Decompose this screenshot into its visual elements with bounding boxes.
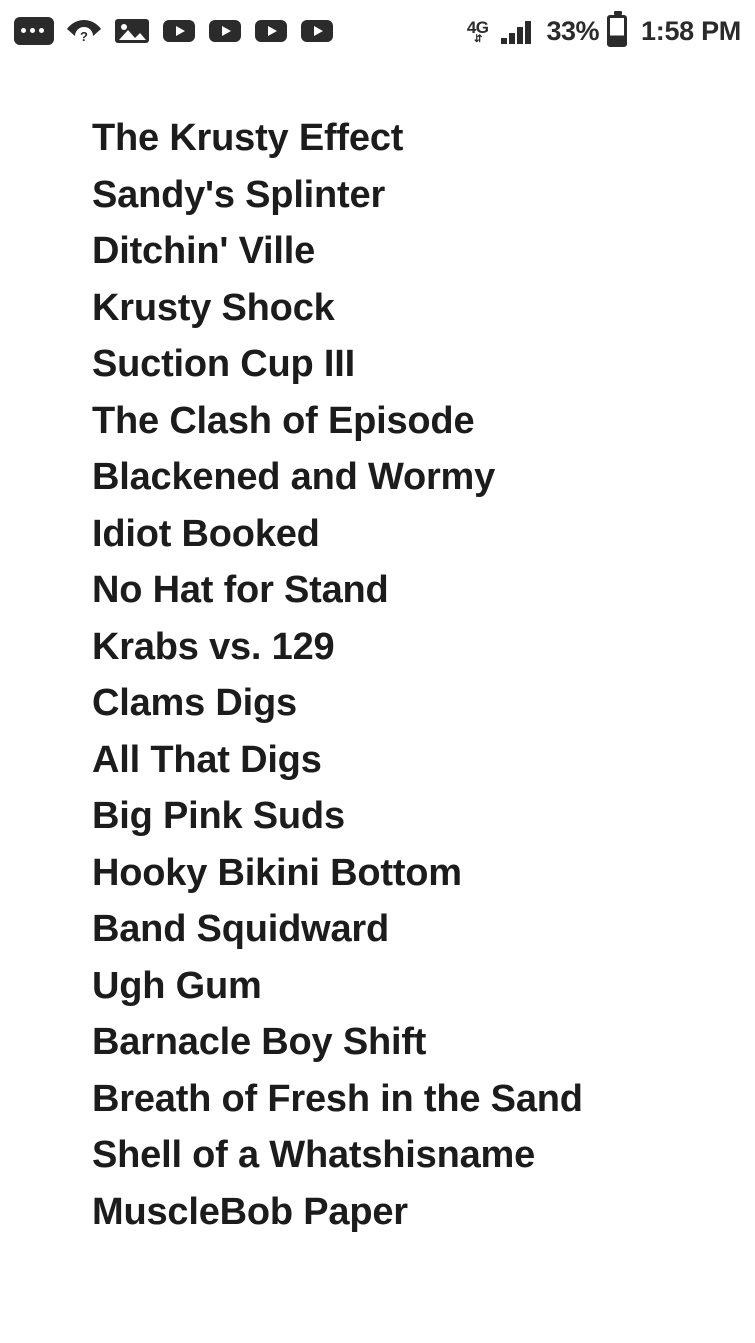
- list-item[interactable]: Sandy's Splinter: [92, 173, 386, 216]
- image-icon: [114, 16, 150, 46]
- youtube-icon-1: [162, 18, 196, 44]
- wifi-question-icon: [66, 16, 102, 46]
- signal-bars-icon: [499, 16, 539, 46]
- list-item[interactable]: Ugh Gum: [92, 964, 262, 1007]
- clock-label: 1:58 PM: [641, 15, 741, 46]
- network-type-label: 4G: [466, 17, 489, 37]
- list-item[interactable]: Band Squidward: [92, 908, 389, 950]
- youtube-icon-4: [300, 18, 334, 44]
- status-bar: [0, 0, 755, 62]
- status-bar-notifications: [14, 16, 467, 46]
- list-item[interactable]: Blackened and Wormy: [92, 456, 496, 498]
- svg-text:?: ?: [80, 29, 88, 44]
- list-item[interactable]: Hooky Bikini Bottom: [92, 851, 462, 894]
- list-item[interactable]: Clams Digs: [92, 682, 297, 724]
- list-item[interactable]: The Krusty Effect: [92, 117, 404, 159]
- list-item[interactable]: Big Pink Suds: [92, 795, 345, 837]
- list-item[interactable]: Shell of a Whatshisname: [92, 1134, 536, 1176]
- data-activity-arrows: ⇵: [473, 33, 482, 45]
- list-item[interactable]: The Clash of Episode: [92, 399, 475, 442]
- youtube-icon-3: [254, 18, 288, 44]
- list-item[interactable]: Krabs vs. 129: [92, 625, 335, 668]
- battery-icon: [607, 15, 627, 47]
- list-item[interactable]: No Hat for Stand: [92, 569, 389, 611]
- more-dots-icon: [14, 17, 54, 45]
- episode-list: [0, 62, 755, 1240]
- list-item[interactable]: All That Digs: [92, 738, 322, 781]
- youtube-icon-2: [208, 18, 242, 44]
- list-item[interactable]: Suction Cup III: [92, 343, 355, 385]
- list-item[interactable]: Breath of Fresh in the Sand: [92, 1077, 583, 1120]
- list-item[interactable]: MuscleBob Paper: [92, 1190, 408, 1233]
- list-item[interactable]: Barnacle Boy Shift: [92, 1021, 427, 1063]
- battery-percent-label: 33%: [546, 15, 600, 46]
- status-bar-system: [467, 15, 741, 47]
- network-type-indicator: [467, 19, 491, 44]
- list-item[interactable]: Ditchin' Ville: [92, 230, 316, 272]
- list-item[interactable]: Idiot Booked: [92, 512, 320, 555]
- list-item[interactable]: Krusty Shock: [92, 286, 335, 329]
